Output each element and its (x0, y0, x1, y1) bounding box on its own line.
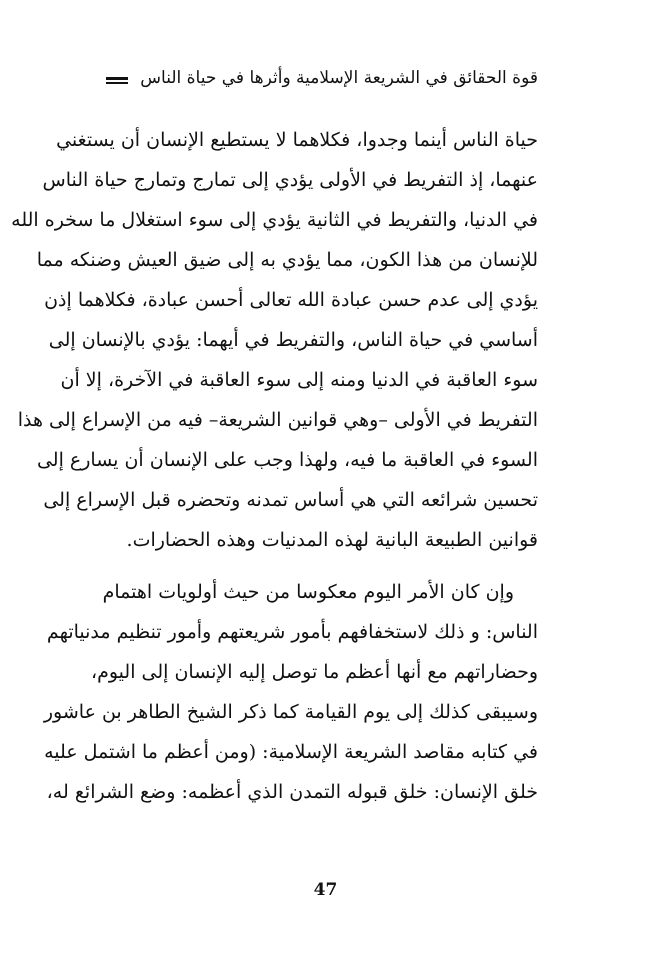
text-line: التفريط في الأولى –وهي قوانين الشريعة– فيه من الإسراع إلى هذا (17, 409, 538, 431)
paragraph-2 (43, 572, 538, 812)
text-line: حياة الناس أينما وجدوا، فكلاهما لا يستطيع الإنسان أن يستغني (56, 129, 538, 151)
header-rule-thin (106, 82, 128, 84)
header-rule (106, 77, 128, 84)
text-line: قوانين الطبيعة البانية لهذه المدنيات وهذه الحضارات. (126, 529, 538, 551)
text-line: وإن كان الأمر اليوم معكوسا من حيث أولويات اهتمام (102, 581, 514, 603)
text-line: عنهما، إذ التفريط في الأولى يؤدي إلى تمارج وتمارج حياة الناس (42, 169, 538, 191)
text-line: وسيبقى كذلك إلى يوم القيامة كما ذكر الشيخ الطاهر بن عاشور (43, 701, 538, 723)
running-header (106, 62, 538, 94)
paragraph-1 (11, 120, 538, 560)
text-line: يؤدي إلى عدم حسن عبادة الله تعالى أحسن عبادة، فكلاهما إذن (44, 289, 538, 311)
running-header-title: قوة الحقائق في الشريعة الإسلامية وأثرها في حياة الناس (140, 68, 538, 88)
page-number: 47 (313, 880, 338, 900)
text-line: في كتابه مقاصد الشريعة الإسلامية: (ومن أعظم ما اشتمل عليه (44, 741, 538, 763)
text-line: في الدنيا، والتفريط في الثانية يؤدي إلى سوء استغلال ما سخره الله (11, 209, 538, 231)
text-line: للإنسان من هذا الكون، مما يؤدي به إلى ضيق العيش وضنكه مما (36, 249, 538, 271)
text-line: أساسي في حياة الناس، والتفريط في أيهما: يؤدي بالإنسان إلى (48, 329, 538, 351)
text-line: الناس: و ذلك لاستخفافهم بأمور شريعتهم وأمور تنظيم مدنياتهم (46, 621, 538, 643)
text-line: وحضاراتهم مع أنها أعظم ما توصل إليه الإنسان إلى اليوم، (90, 661, 538, 683)
paragraph-gap (106, 560, 538, 572)
text-line: سوء العاقبة في الدنيا ومنه إلى سوء العاقبة في الآخرة، إلا أن (60, 369, 538, 391)
text-line: تحسين شرائعه التي هي أساس تمدنه وتحضره قبل الإسراع إلى (43, 489, 538, 511)
body-text (11, 120, 538, 812)
text-line: السوء في العاقبة ما فيه، ولهذا وجب على الإنسان أن يسارع إلى (36, 449, 538, 471)
text-line: خلق الإنسان: خلق قبوله التمدن الذي أعظمه: وضع الشرائع له، (46, 781, 538, 803)
header-rule-thick (106, 77, 128, 80)
